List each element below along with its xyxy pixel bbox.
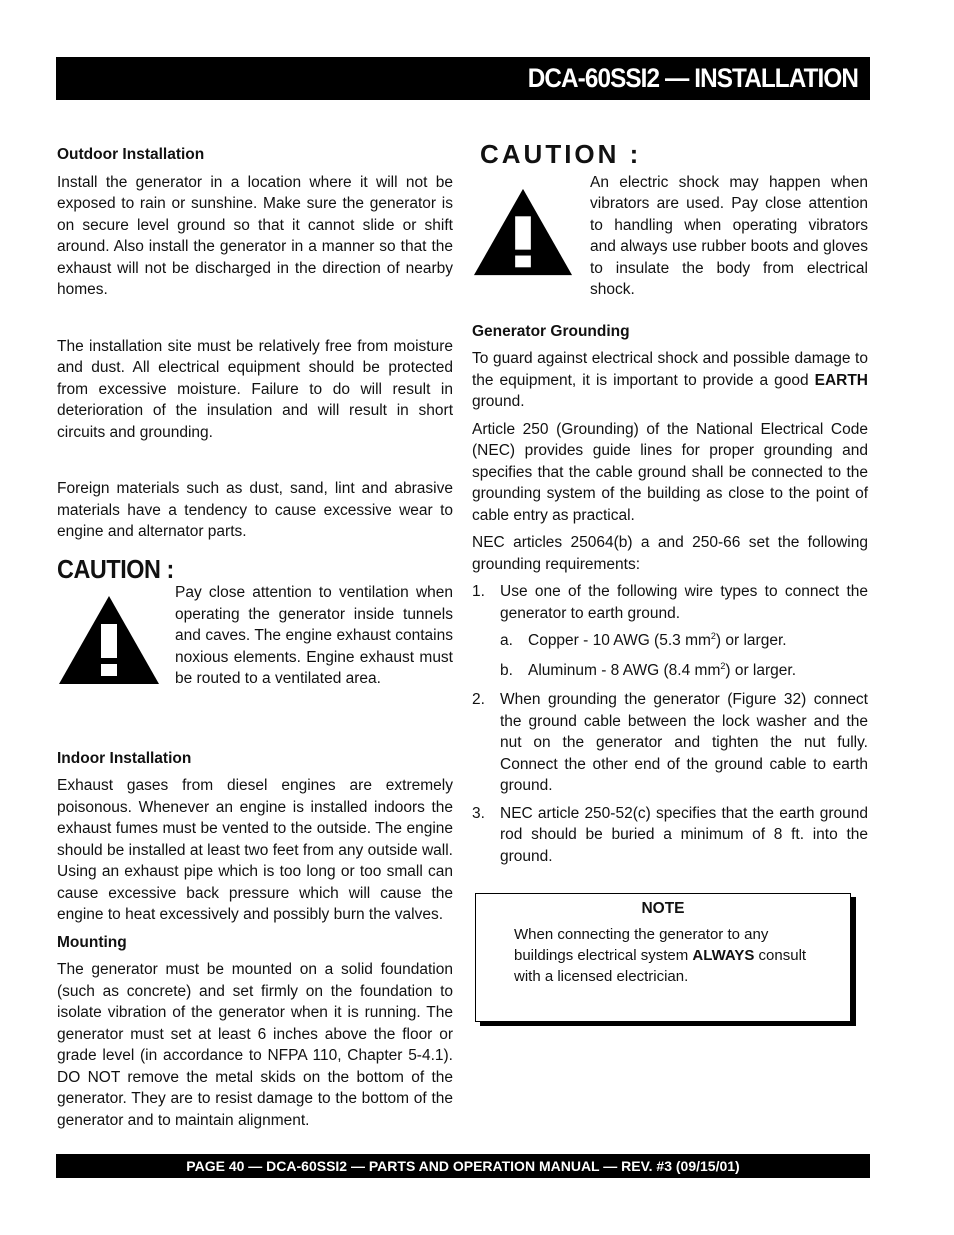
right-column [472, 139, 868, 873]
earth-emphasis: EARTH [814, 371, 868, 389]
indoor-heading: Indoor Installation [57, 749, 192, 767]
sub-list-item: a. Copper - 10 AWG (5.3 $mm^2$) or larger. [500, 630, 787, 649]
grounding-heading: Generator Grounding [472, 322, 630, 340]
grounding-paragraph-1: To guard against electrical shock and possible damage to the equipment, it is important to provide a good EARTH ground. [472, 350, 868, 410]
always-emphasis: ALWAYS [692, 947, 755, 964]
header-bar [56, 57, 870, 100]
page-title: DCA-60SSI2 — INSTALLATION [527, 63, 858, 93]
left-column [57, 144, 453, 1131]
grounding-paragraph-2: Article 250 (Grounding) of the National Electrical Code (NEC) provides guide lines for proper grounding and specifies that the cable ground shall be connected to the grounding system of the building as close to the point of cable entry as practical. [472, 420, 868, 524]
grounding-paragraph-3: NEC articles 25064(b) a and 250-66 set the following grounding requirements: [472, 534, 868, 573]
caution-text-right: An electric shock may happen when vibrators are used. Pay close attention to handling when operating vibrators and always use rubber boots and gloves to insulate the body from electrical shock. [590, 173, 868, 298]
warning-triangle-icon [57, 594, 161, 686]
caution-text-left: Pay close attention to ventilation when operating the generator inside tunnels and caves. The engine exhaust contains noxious elements. Engine exhaust must be routed to a ventilated area. [175, 584, 453, 687]
note-text: When connecting the generator to any buildings electrical system ALWAYS consult with a licensed electrician. [514, 926, 807, 985]
note-title: NOTE [641, 900, 685, 917]
outdoor-heading: Outdoor Installation [57, 146, 205, 163]
footer-text: PAGE 40 — DCA-60SSI2 — PARTS AND OPERATION MANUAL — REV. #3 (09/15/01) [186, 1158, 740, 1174]
caution-title-left: CAUTION : [57, 553, 174, 584]
mounting-paragraph: The generator must be mounted on a solid foundation (such as concrete) and set firmly on the foundation to isolate vibration of the generator when it is running. The generator must set at least 6 inches above the floor or grade level (in accordance to NFPA 110, Chapter 5-4.1). DO NOT remove the metal skids on the bottom of the generator. They are to resist damage to the bottom of the generator and to maintain alignment. [57, 961, 453, 1129]
caution-title-right: CAUTION : [480, 139, 642, 169]
outdoor-paragraph-1: Install the generator in a location where it will not be exposed to rain or sunshine. Make sure the generator is on secure level ground so that it cannot slide or shift around. Also install the generator in a manner so that the exhaust will not be discharged in the direction of nearby homes. [57, 173, 453, 298]
caution-block-right [472, 172, 868, 301]
indoor-paragraph: Exhaust gases from diesel engines are extremely poisonous. Whenever an engine is installed indoors the exhaust fumes must be vented to the outside. The engine should be installed at least two feet from any outside wall. Using an exhaust pipe which is too long or too small can cause excessive back pressure which will cause the engine to heat excessively and possibly burn the valves. [57, 777, 453, 923]
list-item: 1. Use one of the following wire types to connect the generator to earth ground. [472, 583, 868, 622]
grounding-requirements-list [472, 581, 868, 867]
outdoor-paragraph-3: Foreign materials such as dust, sand, lint and abrasive materials have a tendency to cause excessive wear to engine and alternator parts. [57, 480, 453, 540]
caution-block-left [57, 582, 453, 690]
outdoor-paragraph-2: The installation site must be relatively free from moisture and dust. All electrical equipment should be protected from excessive moisture. Failure to do will result in deterioration of the insulation and will result in short circuits and grounding. [57, 337, 453, 441]
note-box [475, 893, 851, 1022]
sub-list-item: b. Aluminum - 8 AWG (8.4 $mm^2$) or larger. [500, 660, 797, 679]
warning-triangle-icon [472, 186, 574, 278]
mounting-heading: Mounting [57, 933, 127, 951]
list-item: 2. When grounding the generator (Figure 32) connect the ground cable between the lock washer and the nut on the generator and tighten the nut fully. Connect the other end of the ground cable to earth ground. [472, 691, 868, 794]
footer-bar [56, 1154, 870, 1178]
list-item: 3. NEC article 250-52(c) specifies that the earth ground rod should be buried a minimum of 8 ft. into the ground. [472, 804, 868, 865]
